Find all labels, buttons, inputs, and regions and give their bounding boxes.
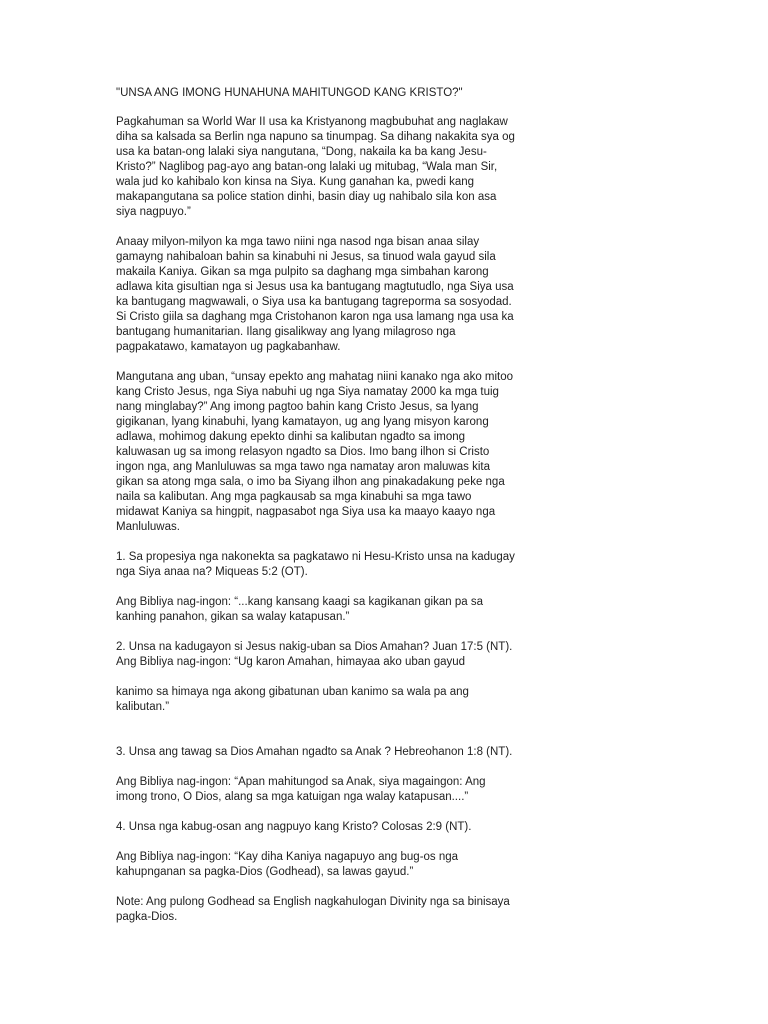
answer-1: Ang Bibliya nag-ingon: “...kang kansang kaagi sa kagikanan gikan pa sa kanhing panahon, gikan sa walay katapusan.”: [116, 596, 483, 623]
question-1: 1. Sa propesiya nga nakonekta sa pagkatawo ni Hesu-Kristo unsa na kadugay nga Siya anaa na? Miqueas 5:2 (OT).: [116, 551, 515, 578]
answer-3: Ang Bibliya nag-ingon: “Apan mahitungod sa Anak, siya magaingon: Ang imong trono, O Dios, alang sa mga katuigan nga walay katapusan....”: [116, 776, 486, 803]
paragraph-millions: Anaay milyon-milyon ka mga tawo niini nga nasod nga bisan anaa silay gamayng nahibaloan bahin sa kinabuhi ni Jesus, sa tinuod wala gayud sila makaila Kaniya. Gikan sa mga pulpito sa daghang mga simbahan karong adlawa kita gisultian nga si Jesus usa ka bantugang magtutudlo, nga Siya usa ka bantugang magwawali, o Siya usa ka bantugang tagreporma sa sosyodad. Si Cristo giila sa daghang mga Cristohanon karon nga usa lamang nga usa ka bantugang humanitarian. Ilang gisalikway ang lyang milagroso nga pagpakatawo, kamatayon ug pagkabanhaw.: [116, 236, 514, 353]
answer-4: Ang Bibliya nag-ingon: “Kay diha Kaniya nagapuyo ang bug-os nga kahupnganan sa pagka-Dios (Godhead), sa lawas gayud.”: [116, 851, 459, 878]
note: Note: Ang pulong Godhead sa English nagkahulogan Divinity nga sa binisaya pagka-Dios.: [116, 896, 510, 923]
paragraph-question: Mangutana ang uban, “unsay epekto ang mahatag niini kanako nga ako mitoo kang Cristo Jesus, nga Siya nabuhi ug nga Siya namatay 2000 ka mga tuig nang minglabay?” Ang imong pagtoo bahin kang Cristo Jesus, sa lyang gigikanan, lyang kinabuhi, lyang kamatayon, ug ang lyang misyon karong adlawa, mohimog dakung epekto dinhi sa kalibutan ngadto sa imong kaluwasan ug sa imong relasyon ngadto sa Dios. Imo bang ilhon si Cristo ingon nga, ang Manluluwas sa mga tawo nga namatay aron maluwas kita gikan sa atong mga sala, o imo ba Siyang ilhon ang pinakadakung peke nga naila sa kalibutan. Ang mga pagkausab sa mga kinabuhi sa mga tawo midawat Kaniya sa hingpit, nagpasabot nga Siya usa ka maayo kaayo nga Manluluwas.: [116, 371, 514, 533]
question-2: 2. Unsa na kadugayon si Jesus nakig-uban sa Dios Amahan? Juan 17:5 (NT). Ang Bibliya nag-ingon: “Ug karon Amahan, himayaa ako uban gayud: [116, 641, 513, 668]
question-3: 3. Unsa ang tawag sa Dios Amahan ngadto sa Anak ? Hebreohanon 1:8 (NT).: [116, 746, 513, 758]
document-title: "UNSA ANG IMONG HUNAHUNA MAHITUNGOD KANG KRISTO?": [116, 87, 463, 99]
answer-2-continued: kanimo sa himaya nga akong gibatunan uban kanimo sa wala pa ang kalibutan.”: [116, 686, 469, 713]
document-body: [116, 86, 516, 940]
paragraph-intro-story: Pagkahuman sa World War II usa ka Kristyanong magbubuhat ang naglakaw diha sa kalsada sa Berlin nga napuno sa tinumpag. Sa dihang nakakita sya og usa ka batan-ong lalaki siya nangutana, “Dong, nakaila ka ba kang Jesu-Kristo?” Naglibog pag-ayo ang batan-ong lalaki ug mitubag, “Wala man Sir, wala jud ko kahibalo kon kinsa na Siya. Kung ganahan ka, pwedi kang makapangutana sa police station dinhi, basin diay ug nahibalo sila kon asa siya nagpuyo.”: [116, 116, 515, 218]
question-4: 4. Unsa nga kabug-osan ang nagpuyo kang Kristo? Colosas 2:9 (NT).: [116, 821, 472, 833]
